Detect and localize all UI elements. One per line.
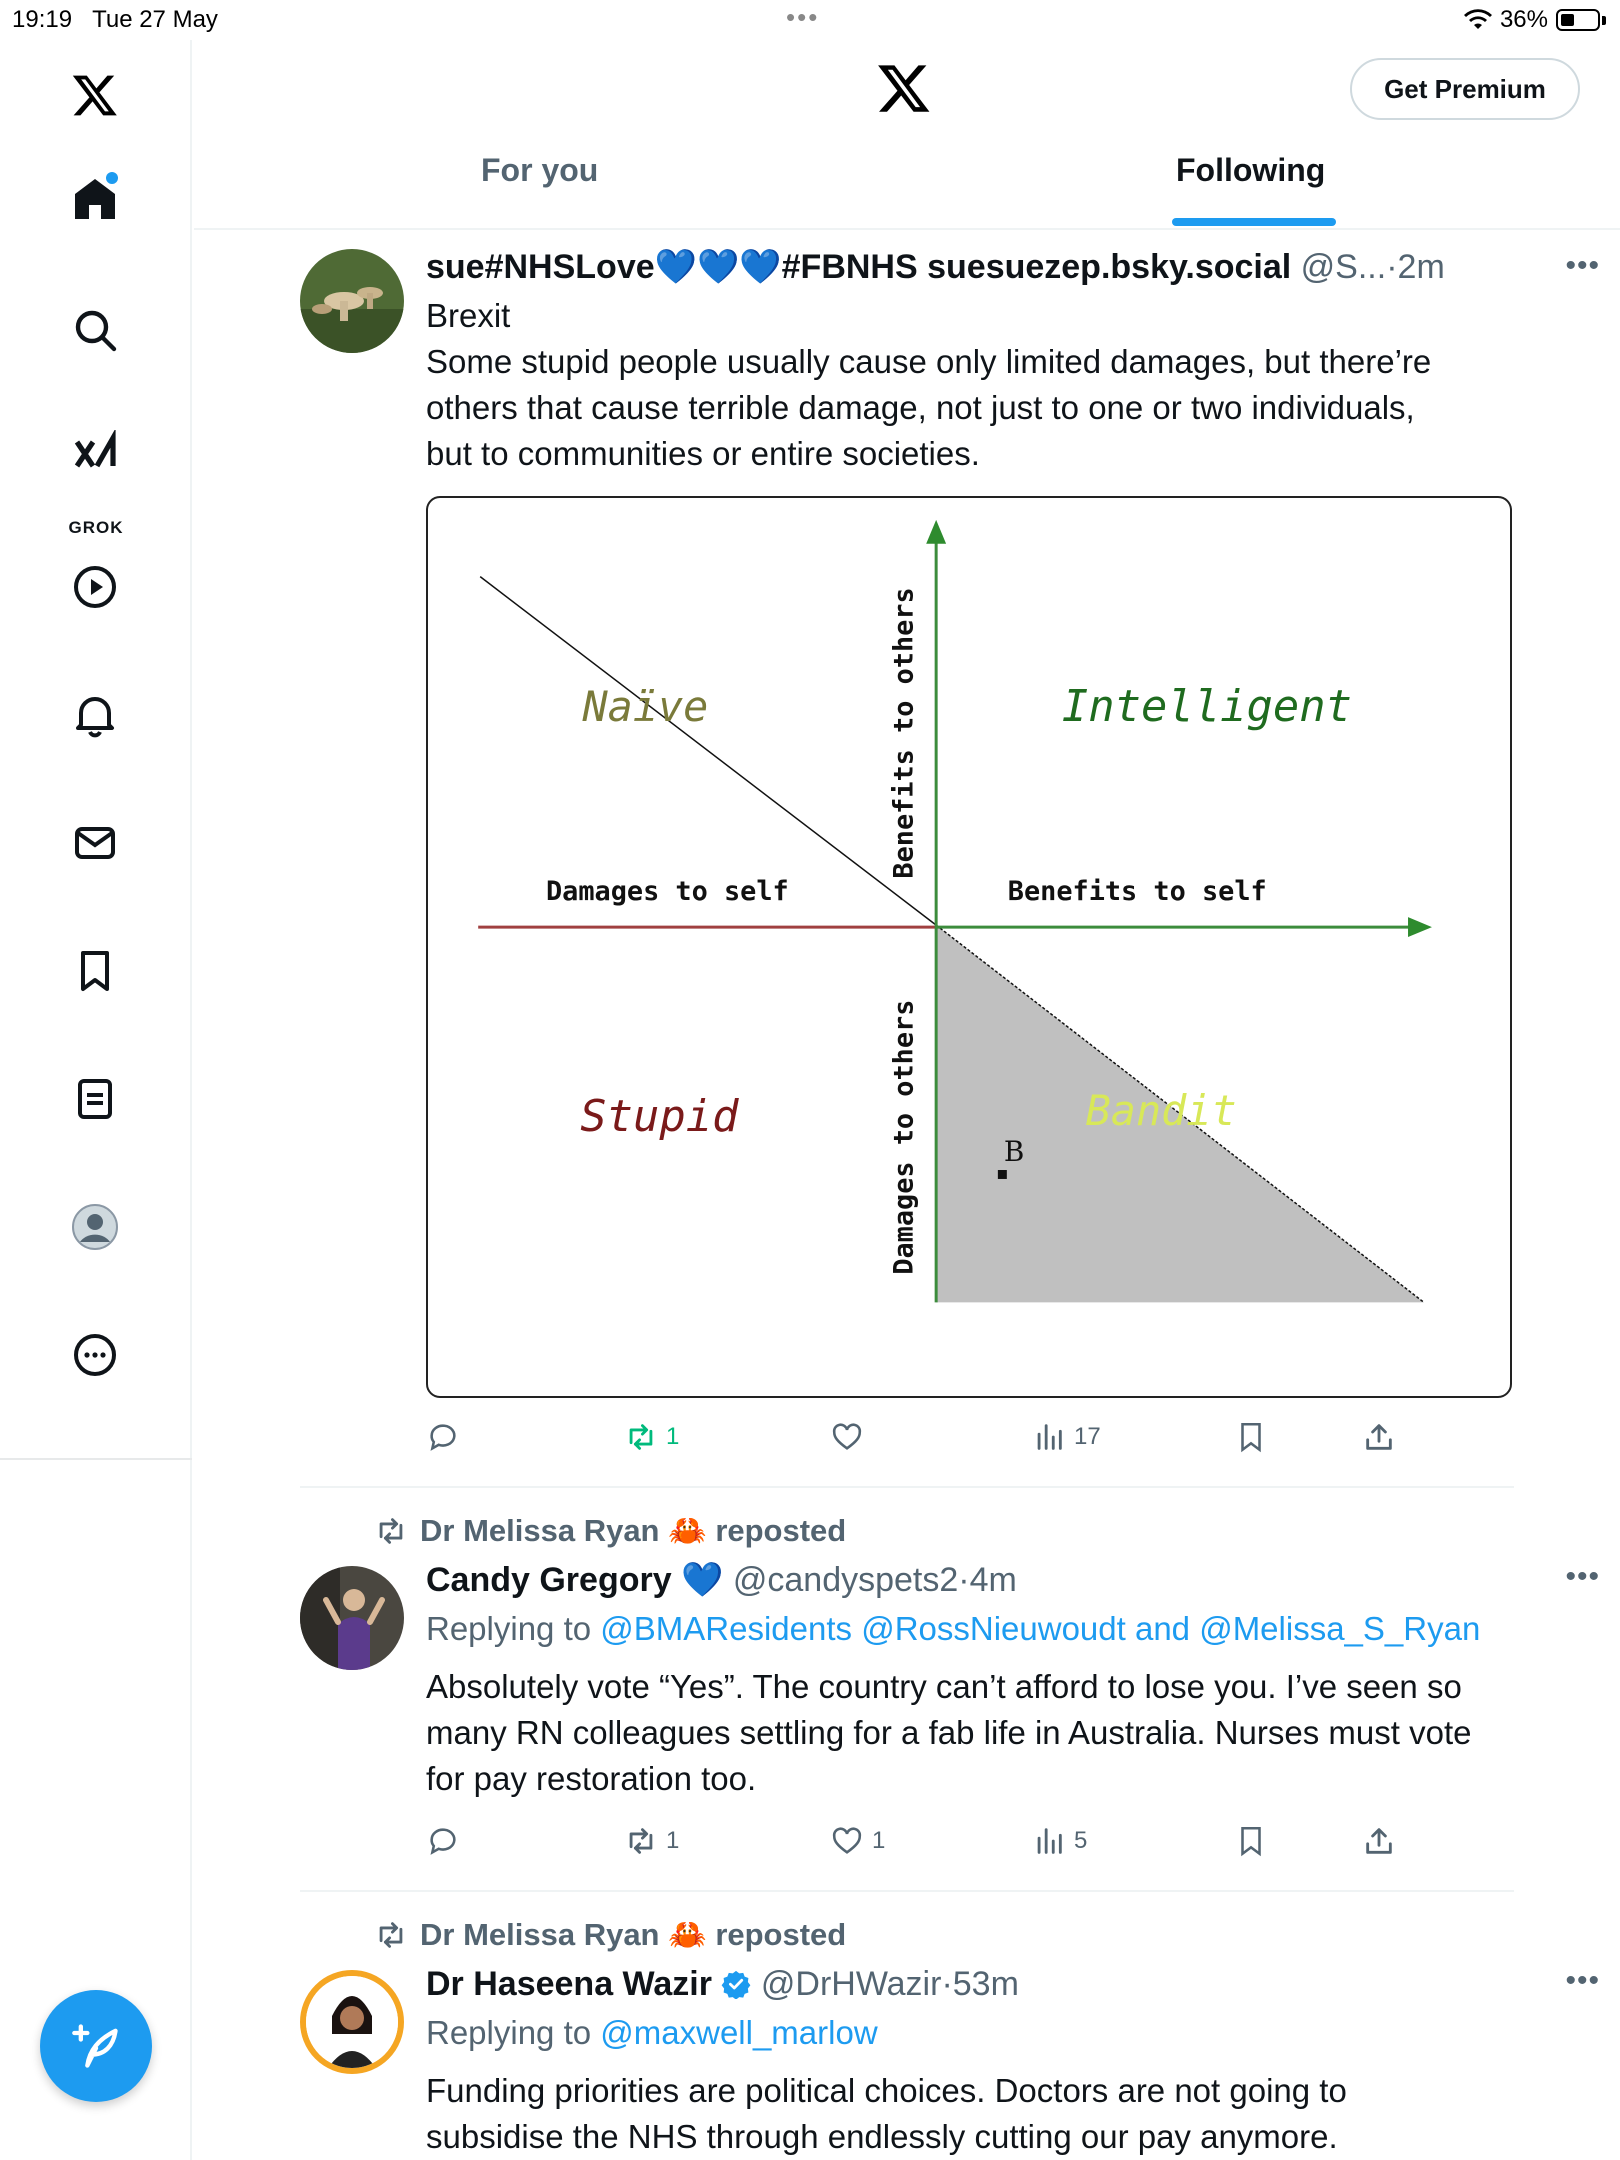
quadrant-label-intelligent: Intelligent xyxy=(1061,681,1352,733)
axis-label-damages-to-others: Damages to others xyxy=(888,999,920,1275)
multitasking-dots-icon[interactable]: ••• xyxy=(786,2,820,32)
bookmark-icon xyxy=(1234,1824,1268,1858)
repost-button[interactable] xyxy=(624,1420,679,1454)
reposted-by[interactable] xyxy=(374,1916,846,1953)
tab-following[interactable]: Following xyxy=(1176,152,1326,188)
axis-label-benefits-to-self: Benefits to self xyxy=(1007,876,1267,908)
axis-label-benefits-to-others: Benefits to others xyxy=(888,587,920,879)
author-handle[interactable]: @S... xyxy=(1300,248,1387,286)
author-handle[interactable]: @candyspets2 xyxy=(732,1561,959,1599)
verified-badge-icon xyxy=(721,1969,751,1999)
status-bar xyxy=(0,0,1620,40)
profile-icon[interactable] xyxy=(66,1198,124,1256)
active-tab-indicator xyxy=(1172,218,1336,226)
reposted-by[interactable] xyxy=(374,1512,846,1549)
battery-percent: 36% xyxy=(1499,6,1548,33)
status-time: 19:19 Tue 27 May xyxy=(12,6,218,33)
views-count: 5 xyxy=(1074,1827,1088,1854)
tweet-time[interactable]: 4m xyxy=(969,1561,1017,1599)
tweet-divider xyxy=(300,1486,1514,1488)
avatar[interactable] xyxy=(300,1970,404,2074)
tweet-header: sue#NHSLove💙💙💙#FBNHS suesuezep.bsky.social @S...·2m xyxy=(426,248,1445,286)
heart-icon xyxy=(830,1420,864,1454)
more-options-icon[interactable]: ••• xyxy=(1565,1964,1600,1997)
tweet-actions xyxy=(426,1420,1426,1460)
tweet-text-line: for pay restoration too. xyxy=(426,1760,757,1797)
tweet-time[interactable]: 2m xyxy=(1397,248,1445,286)
play-icon[interactable] xyxy=(66,558,124,616)
bell-icon[interactable] xyxy=(66,686,124,744)
author-name[interactable]: Dr Haseena Wazir xyxy=(426,1965,712,2003)
views-chart-icon xyxy=(1032,1420,1066,1454)
repost-icon xyxy=(624,1824,658,1858)
compose-feather-icon xyxy=(70,2020,122,2072)
more-icon[interactable] xyxy=(66,1326,124,1384)
naive-diagonal xyxy=(480,577,936,925)
sidebar xyxy=(0,40,192,2160)
author-name[interactable]: sue#NHSLove💙💙💙#FBNHS suesuezep.bsky.social xyxy=(426,248,1292,286)
mail-icon[interactable] xyxy=(66,814,124,872)
list-icon[interactable] xyxy=(66,1070,124,1128)
tweet-text-line: Brexit xyxy=(426,297,511,334)
quadrant-diagram xyxy=(428,498,1510,1396)
timeline-header xyxy=(194,40,1620,230)
tweet-text-line: subsidise the NHS through endlessly cutting our pay anymore. xyxy=(426,2118,1338,2155)
share-button[interactable] xyxy=(1362,1420,1396,1454)
battery-icon xyxy=(1556,9,1600,31)
reply-mentions[interactable]: @maxwell_marlow xyxy=(600,2014,878,2051)
repost-count: 1 xyxy=(666,1827,680,1854)
tweet-text-line: Absolutely vote “Yes”. The country can’t afford to lose you. I’ve seen so xyxy=(426,1668,1462,1705)
tweet-header: Dr Haseena Wazir @DrHWazir·53m xyxy=(426,1965,1019,2003)
heart-icon xyxy=(830,1824,864,1858)
home-notification-dot xyxy=(106,172,118,184)
views-chart-icon xyxy=(1032,1824,1066,1858)
like-button[interactable] xyxy=(830,1824,885,1858)
x-axis-arrow xyxy=(1408,917,1432,937)
reposted-by-text: Dr Melissa Ryan 🦀 reposted xyxy=(420,1513,847,1548)
author-handle[interactable]: @DrHWazir xyxy=(760,1965,942,2003)
repost-count: 1 xyxy=(666,1423,680,1450)
reply-icon xyxy=(426,1420,460,1454)
quadrant-label-stupid: Stupid xyxy=(580,1091,739,1143)
like-count: 1 xyxy=(872,1827,886,1854)
share-button[interactable] xyxy=(1362,1824,1396,1858)
tweet-text-line: Funding priorities are political choices. Doctors are not going to xyxy=(426,2072,1347,2109)
views-button[interactable] xyxy=(1032,1824,1087,1858)
views-count: 17 xyxy=(1074,1423,1101,1450)
repost-button[interactable] xyxy=(624,1824,679,1858)
views-button[interactable] xyxy=(1032,1420,1101,1454)
repost-icon xyxy=(624,1420,658,1454)
reply-button[interactable] xyxy=(426,1420,460,1454)
x-logo-icon[interactable] xyxy=(876,60,932,116)
avatar[interactable] xyxy=(300,249,404,353)
x-logo-icon[interactable] xyxy=(66,66,124,124)
get-premium-button[interactable]: Get Premium xyxy=(1350,58,1580,120)
status-right xyxy=(1464,6,1606,34)
bookmark-icon[interactable] xyxy=(66,942,124,1000)
share-icon xyxy=(1362,1420,1396,1454)
tab-for-you[interactable]: For you xyxy=(481,152,599,188)
tweet-text-line: but to communities or entire societies. xyxy=(426,435,980,472)
bookmark-button[interactable] xyxy=(1234,1420,1268,1454)
avatar[interactable] xyxy=(300,1566,404,1670)
reply-mentions[interactable]: @BMAResidents @RossNieuwoudt and @Melissa_S_Ryan xyxy=(600,1610,1481,1647)
repost-icon xyxy=(374,1514,408,1548)
replying-to: Replying to @maxwell_marlow xyxy=(426,2014,878,2051)
axis-label-damages-to-self: Damages to self xyxy=(545,876,789,908)
reply-button[interactable] xyxy=(426,1824,460,1858)
tweet-text-line: many RN colleagues settling for a fab life in Australia. Nurses must vote xyxy=(426,1714,1472,1751)
bookmark-icon xyxy=(1234,1420,1268,1454)
grok-label: GROK xyxy=(68,518,124,537)
share-icon xyxy=(1362,1824,1396,1858)
author-name[interactable]: Candy Gregory 💙 xyxy=(426,1561,724,1599)
reposted-by-text: Dr Melissa Ryan 🦀 reposted xyxy=(420,1917,847,1952)
battery-tip xyxy=(1602,16,1606,25)
like-button[interactable] xyxy=(830,1420,864,1454)
tweet-divider xyxy=(300,1890,1514,1892)
search-icon[interactable] xyxy=(66,301,124,359)
quadrant-label-bandit: Bandit xyxy=(1085,1086,1237,1136)
quadrant-label-naive: Naïve xyxy=(582,682,709,732)
tweet-image-chart[interactable] xyxy=(426,496,1512,1398)
sidebar-divider xyxy=(0,1458,192,1460)
tweet-actions xyxy=(426,1824,1426,1864)
bookmark-button[interactable] xyxy=(1234,1824,1268,1858)
more-options-icon[interactable]: ••• xyxy=(1565,1560,1600,1593)
repost-icon xyxy=(374,1918,408,1952)
tweet-text-line: others that cause terrible damage, not just to one or two individuals, xyxy=(426,389,1415,426)
replying-to: Replying to @BMAResidents @RossNieuwoudt and @Melissa_S_Ryan xyxy=(426,1610,1481,1647)
grok-icon[interactable] xyxy=(66,425,124,483)
y-axis-arrow xyxy=(926,520,946,544)
tweet-text-line: Some stupid people usually cause only limited damages, but there’re xyxy=(426,343,1432,380)
reply-icon xyxy=(426,1824,460,1858)
compose-button[interactable] xyxy=(40,1990,152,2102)
tweet-time[interactable]: 53m xyxy=(952,1965,1019,2003)
point-marker-b xyxy=(998,1170,1007,1179)
wifi-icon xyxy=(1464,9,1492,31)
point-label-b: B xyxy=(1003,1135,1025,1169)
more-options-icon[interactable]: ••• xyxy=(1565,249,1600,282)
tweet-header: Candy Gregory 💙 @candyspets2·4m xyxy=(426,1561,1017,1599)
